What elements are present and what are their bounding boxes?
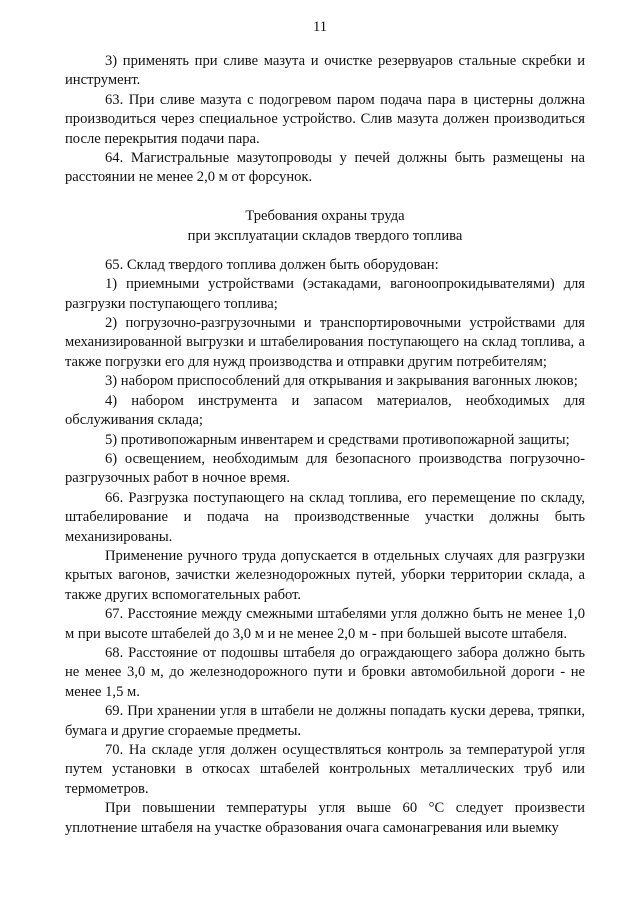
paragraph: 5) противопожарным инвентарем и средствами противопожарной защиты; (105, 431, 570, 448)
paragraph: 1) приемными устройствами (эстакадами, вагоноопрокидывателями) для разгрузки поступающего топлива; (65, 276, 585, 312)
paragraph: 63. При сливе мазута с подогревом паром подача пара в цистерны должна производиться через специальное устройство. Слив мазута должен производиться после перекрытия подачи пара. (65, 91, 585, 147)
paragraph: 4) набором инструмента и запасом материалов, необходимых для обслуживания склада; (65, 392, 585, 429)
page-body (65, 52, 585, 838)
paragraph: 6) освещением, необходимым для безопасного производства погрузочно-разгрузочных работ в ночное время. (65, 450, 585, 487)
paragraph: 65. Склад твердого топлива должен быть оборудован: (105, 256, 439, 273)
section-heading-line-1: Требования охраны труда (245, 207, 405, 224)
paragraph: 70. На складе угля должен осуществляться контроль за температурой угля путем установки в откосах штабелей контрольных металлических труб или термометров. (65, 742, 585, 797)
paragraph: 69. При хранении угля в штабели не должны попадать куски дерева, тряпки, бумага и другие сгораемые предметы. (65, 703, 585, 739)
paragraph: При повышении температуры угля выше 60 °С следует произвести уплотнение штабеля на участке образования очага самонагревания или выемку (65, 800, 585, 836)
page-number: 11 (312, 19, 328, 35)
section-heading (65, 206, 585, 246)
paragraph: 3) применять при сливе мазута и очистке резервуаров стальные скребки и инструмент. (65, 53, 585, 89)
paragraph: 67. Расстояние между смежными штабелями угля должно быть не менее 1,0 м при высоте штабелей до 3,0 м и не менее 2,0 м - при большей высоте штабеля. (65, 606, 585, 642)
paragraph: 66. Разгрузка поступающего на склад топлива, его перемещение по складу, штабелирование и подача на производственные участки должны быть механизированы. (65, 489, 585, 545)
paragraph: 68. Расстояние от подошвы штабеля до ограждающего забора должно быть не менее 3,0 м, до железнодорожного пути и бровки автомобильной дороги - не менее 1,5 м. (65, 644, 585, 700)
paragraph: 3) набором приспособлений для открывания и закрывания вагонных люков; (105, 373, 578, 390)
section-heading-line-2: при эксплуатации складов твердого топлива (187, 227, 463, 244)
paragraph: Применение ручного труда допускается в отдельных случаях для разгрузки крытых вагонов, зачистки железнодорожных путей, уборки территории склада, а также других вспомогательных работ. (65, 547, 585, 603)
paragraph: 64. Магистральные мазутопроводы у печей должны быть размещены на расстоянии не менее 2,0 м от форсунок. (65, 150, 585, 186)
paragraph: 2) погрузочно-разгрузочными и транспортировочными устройствами для механизированной выгрузки и штабелирования поступающего на склад топлива, а также погрузки его для нужд производства и отправки другим потребителям; (65, 315, 585, 370)
